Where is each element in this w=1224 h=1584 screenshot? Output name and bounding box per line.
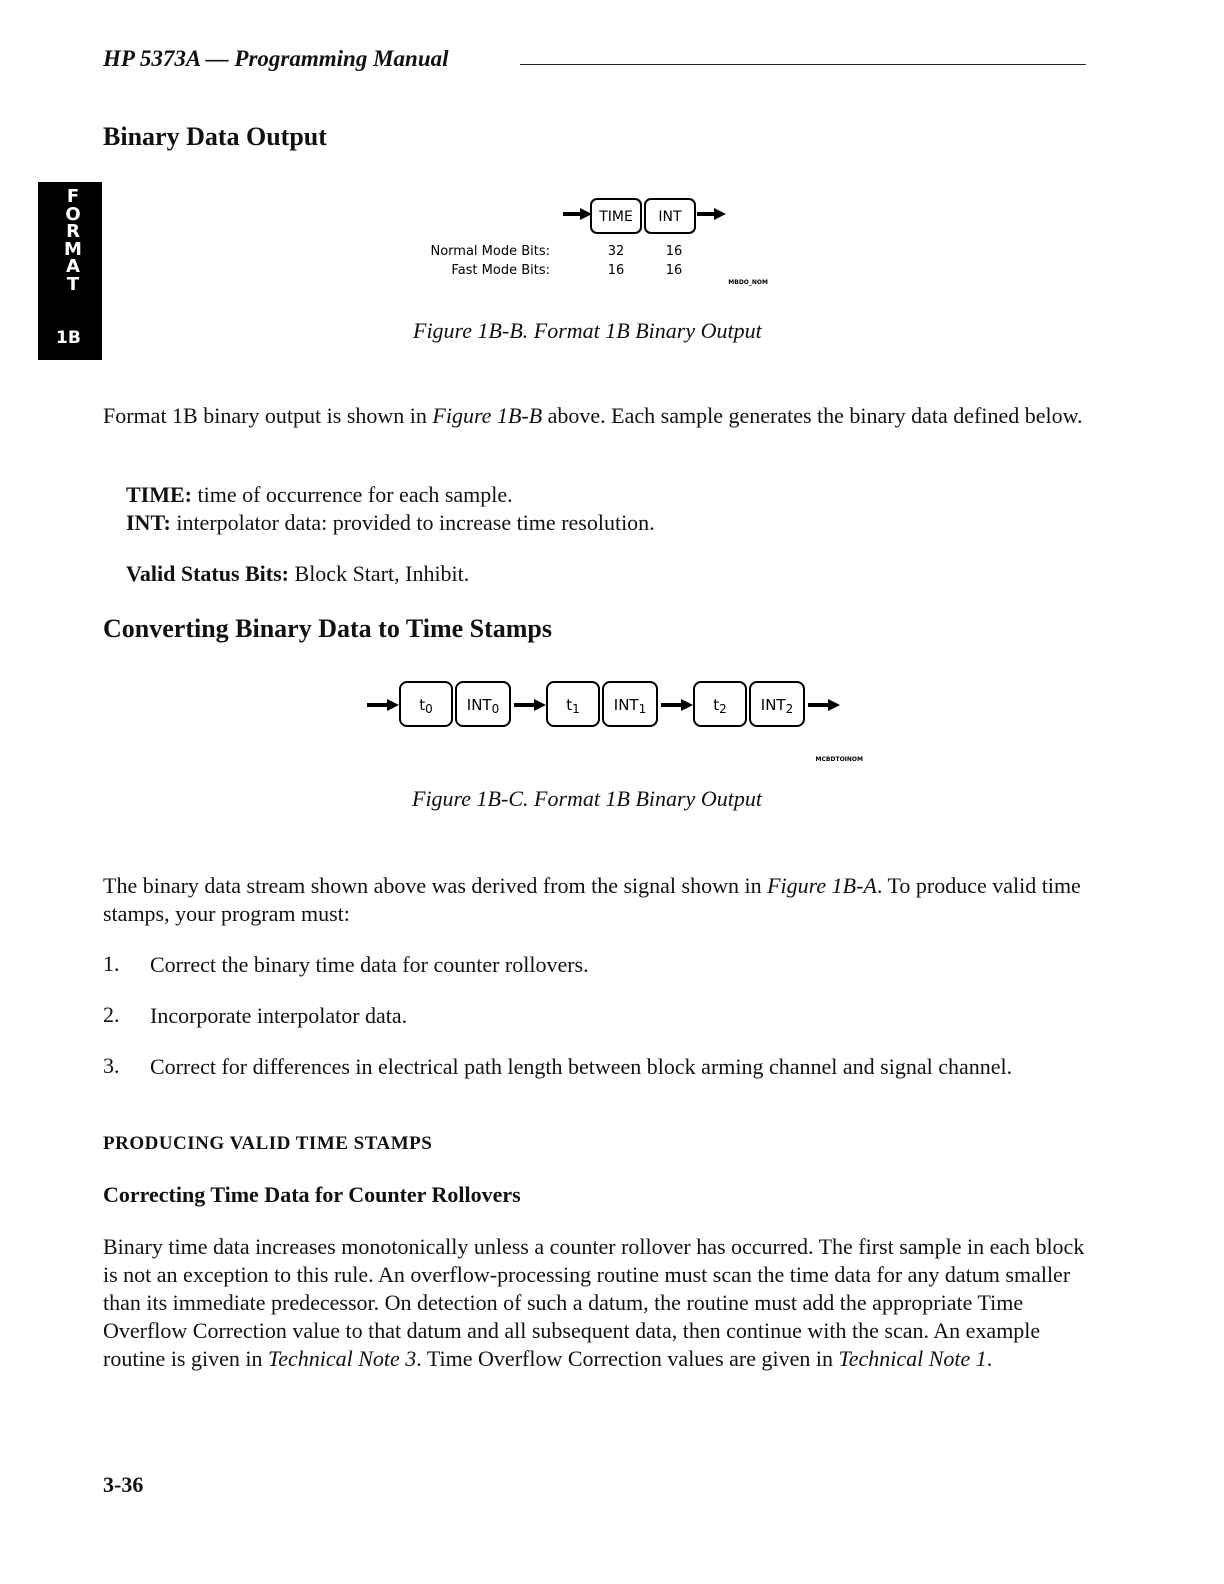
figure-reference: Figure 1B-B — [432, 403, 543, 428]
side-tab-letter: O — [65, 203, 81, 225]
stream-paragraph — [103, 872, 1103, 928]
technical-note-reference: Technical Note 1 — [838, 1346, 987, 1371]
time-field-label: TIME — [599, 209, 633, 225]
t-subscript: 0 — [425, 702, 433, 716]
page-number: 3-36 — [103, 1472, 144, 1497]
definition-text: Block Start, Inhibit. — [289, 561, 470, 586]
arrow-right-icon — [808, 699, 840, 711]
step-number: 1. — [103, 951, 120, 976]
side-tab-letter: A — [66, 256, 80, 277]
paragraph-text: The binary data stream shown above was derived from the signal shown in — [103, 873, 768, 898]
paragraph-text: . Time Overflow Correction values are given in — [416, 1346, 839, 1371]
definition-text: time of occurrence for each sample. — [192, 482, 513, 507]
fast-mode-int-bits: 16 — [665, 263, 683, 278]
figure-code: MBDO_NOM — [728, 279, 768, 286]
rollover-paragraph — [103, 1233, 1103, 1373]
int-label: INT — [760, 696, 786, 714]
figure-1b-b-diagram — [430, 188, 790, 288]
side-tab-letter: R — [66, 221, 80, 242]
arrow-right-icon — [367, 699, 399, 711]
t-subscript: 2 — [719, 702, 727, 716]
header-rule — [520, 64, 1086, 65]
step-text: Incorporate interpolator data. — [150, 1003, 408, 1028]
figure-code: MCBDTOINOM — [815, 756, 863, 763]
valid-status-bits — [126, 560, 1106, 588]
arrow-right-icon — [661, 699, 693, 711]
step-text: Correct for differences in electrical path length between block arming channel and signal channel. — [150, 1054, 1013, 1079]
arrow-right-icon — [697, 208, 726, 220]
side-tab-letter: T — [66, 273, 80, 295]
side-tab-letter: M — [64, 238, 82, 260]
int-label: INT — [466, 696, 492, 714]
definition-text: interpolator data: provided to increase time resolution. — [170, 510, 655, 535]
paragraph-text: . — [986, 1346, 993, 1371]
figure-1b-c-caption: Figure 1B-C. Format 1B Binary Output — [412, 786, 762, 811]
normal-mode-int-bits: 16 — [665, 244, 683, 259]
figure-1b-c-diagram — [365, 672, 865, 767]
intro-text: Format 1B binary output is shown in — [103, 403, 433, 428]
definition-term: INT: — [126, 510, 171, 535]
running-header: HP 5373A — Programming Manual — [103, 46, 449, 71]
technical-note-reference: Technical Note 3 — [267, 1346, 417, 1371]
section-heading-converting: Converting Binary Data to Time Stamps — [103, 614, 552, 643]
subsubheading-correcting-time-data: Correcting Time Data for Counter Rollovers — [103, 1182, 521, 1207]
side-tab-letters — [63, 188, 83, 293]
normal-mode-label: Normal Mode Bits: — [430, 244, 550, 259]
arrow-right-icon — [514, 699, 546, 711]
definition-term: TIME: — [126, 482, 192, 507]
t-label: t — [713, 696, 720, 714]
paragraph-text: Binary time data increases monotonically unless a counter rollover has occurred. The first sample in each block is not an exception to this rule. An overflow-processing routine must scan the time data for any datum smaller than its immediate predecessor. On detection of such a datum, the routine must add the appropriate Time Overflow Correction value to that datum and all subsequent data, then continue with the scan. An example routine is given in — [103, 1234, 1085, 1371]
normal-mode-time-bits: 32 — [607, 244, 625, 259]
definition-term: Valid Status Bits: — [126, 561, 290, 586]
step-number: 3. — [103, 1053, 120, 1078]
t-label: t — [419, 696, 426, 714]
subheading-producing-valid-time-stamps: PRODUCING VALID TIME STAMPS — [103, 1133, 433, 1154]
t-label: t — [566, 696, 573, 714]
step-number: 2. — [103, 1002, 120, 1027]
int-field-label: INT — [658, 209, 682, 225]
side-tab-number: 1B — [56, 328, 81, 348]
side-tab-letter: F — [66, 186, 80, 207]
paragraph-text: . To produce valid time stamps, your program must: — [103, 873, 1081, 926]
figure-reference: Figure 1B-A — [767, 873, 877, 898]
fast-mode-label: Fast Mode Bits: — [451, 263, 550, 278]
intro-paragraph — [103, 402, 1103, 430]
definition-time — [126, 481, 1106, 509]
format-side-tab — [38, 182, 102, 360]
int-label: INT — [613, 696, 639, 714]
int-subscript: 2 — [785, 702, 794, 716]
section-heading-binary-data-output: Binary Data Output — [103, 122, 327, 151]
intro-text: above. Each sample generates the binary data defined below. — [542, 403, 1083, 428]
figure-1b-b-caption: Figure 1B-B. Format 1B Binary Output — [413, 318, 762, 343]
step-text: Correct the binary time data for counter rollovers. — [150, 952, 589, 977]
fast-mode-time-bits: 16 — [607, 263, 625, 278]
definition-int — [126, 509, 1106, 537]
int-subscript: 0 — [491, 702, 500, 716]
int-subscript: 1 — [638, 702, 647, 716]
arrow-right-icon — [563, 208, 592, 220]
t-subscript: 1 — [572, 702, 580, 716]
